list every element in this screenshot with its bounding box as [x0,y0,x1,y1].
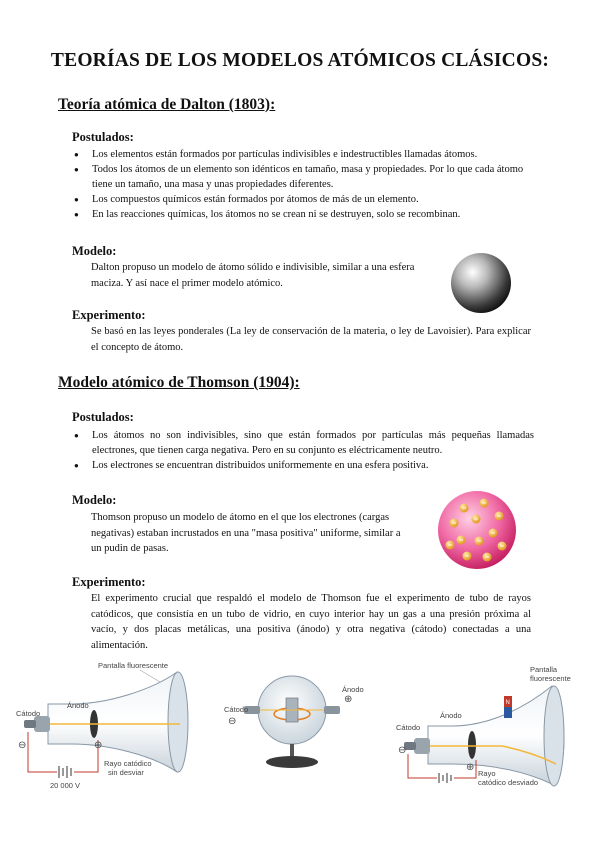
label-ray-line2: catódico desviado [478,778,539,787]
plus-sign: ⊕ [94,740,103,751]
label-anode: Ánodo [67,701,89,710]
dalton-postulados-list [72,147,534,222]
list-item: ● Los átomos no son indivisibles, sino que están formados por partículas más pequeñas llamadas electrones, que tienen carga negativa. Pero en su conjunto es eléctricamente neutro. [72,428,534,458]
label-anode: Ánodo [342,685,364,694]
minus-sign: ⊖ [228,716,237,727]
label-cathode: Cátodo [396,723,421,732]
plus-sign: ⊕ [344,694,353,705]
label-anode: Ánodo [440,711,462,720]
dalton-sphere-illustration [448,250,514,316]
cathode-ray-tube-undeflected-diagram [12,660,194,792]
label-screen: Pantalla fluorescente [98,661,169,670]
list-item: ● Los electrones se encuentran distribuidos uniformemente en una esfera positiva. [72,458,534,473]
thomson-experimento-text: El experimento crucial que respaldó el modelo de Thomson fue el experimento de tubo de rayos catódicos, que consistía en un tubo de vidrio, en cuyo interior hay un gas a una presión próxima al vacío, y dos placas metálicas, una positiva (ánodo) y otra negativa (cátodo) conectadas a una alimentación. [91,593,531,651]
dalton-modelo-text: Dalton propuso un modelo de átomo sólido e indivisible, similar a una esfera maciza. Y así nace el primer modelo atómico. [91,262,415,289]
label-screen-line2: fluorescente [530,674,571,683]
minus-sign: ⊖ [398,745,407,756]
label-voltage: 20 000 V [50,781,81,790]
thomson-heading: Modelo atómico de Thomson (1904): [58,374,300,391]
label-cathode: Cátodo [16,709,41,718]
plus-sign: ⊕ [466,762,475,773]
list-item: ● Todos los átomos de un elemento son idénticos en tamaño, masa y propiedades. Por lo que cada átomo tiene un tamaño, una masa y unas propiedades diferentes. [72,162,534,192]
magnet-n-label: N [505,700,510,706]
thomson-experimento-label: Experimento: [72,575,146,589]
thomson-postulados-list [72,428,534,473]
cathode-ray-paddle-wheel-diagram [220,662,370,780]
list-item: ● Los compuestos químicos están formados por átomos de más de un elemento. [72,192,534,207]
dalton-experimento-text: Se basó en las leyes ponderales (La ley de conservación de la materia, o ley de Lavoisier). Para explicar el concepto de átomo. [91,326,531,353]
dalton-heading: Teoría atómica de Dalton (1803): [58,96,276,113]
page-title: TEORÍAS DE LOS MODELOS ATÓMICOS CLÁSICOS: [50,50,550,71]
thomson-plum-pudding-illustration [436,489,518,571]
list-item: ● En las reacciones químicas, los átomos no se crean ni se destruyen, solo se recombinan. [72,207,534,222]
label-screen-line1: Pantalla [530,665,558,674]
list-item: ● Los elementos están formados por partículas indivisibles e indestructibles llamadas átomos. [72,147,534,162]
thomson-postulados-label: Postulados: [72,410,134,424]
dalton-postulados-label: Postulados: [72,130,134,144]
cathode-ray-tube-deflected-diagram [392,660,574,792]
dalton-modelo-label: Modelo: [72,244,117,258]
minus-sign: ⊖ [18,740,27,751]
thomson-modelo-text: Thomson propuso un modelo de átomo en el que los electrones (cargas negativas) estaban incrustados en una "masa positiva" uniforme, similar a un pudin de pasas. [91,512,401,554]
dalton-experimento-label: Experimento: [72,308,146,322]
label-ray: Rayo [478,769,496,778]
label-ray-line2: sin desviar [108,768,144,777]
thomson-modelo-label: Modelo: [72,493,117,507]
label-cathode: Cátodo [224,705,249,714]
label-ray: Rayo catódico [104,759,152,768]
